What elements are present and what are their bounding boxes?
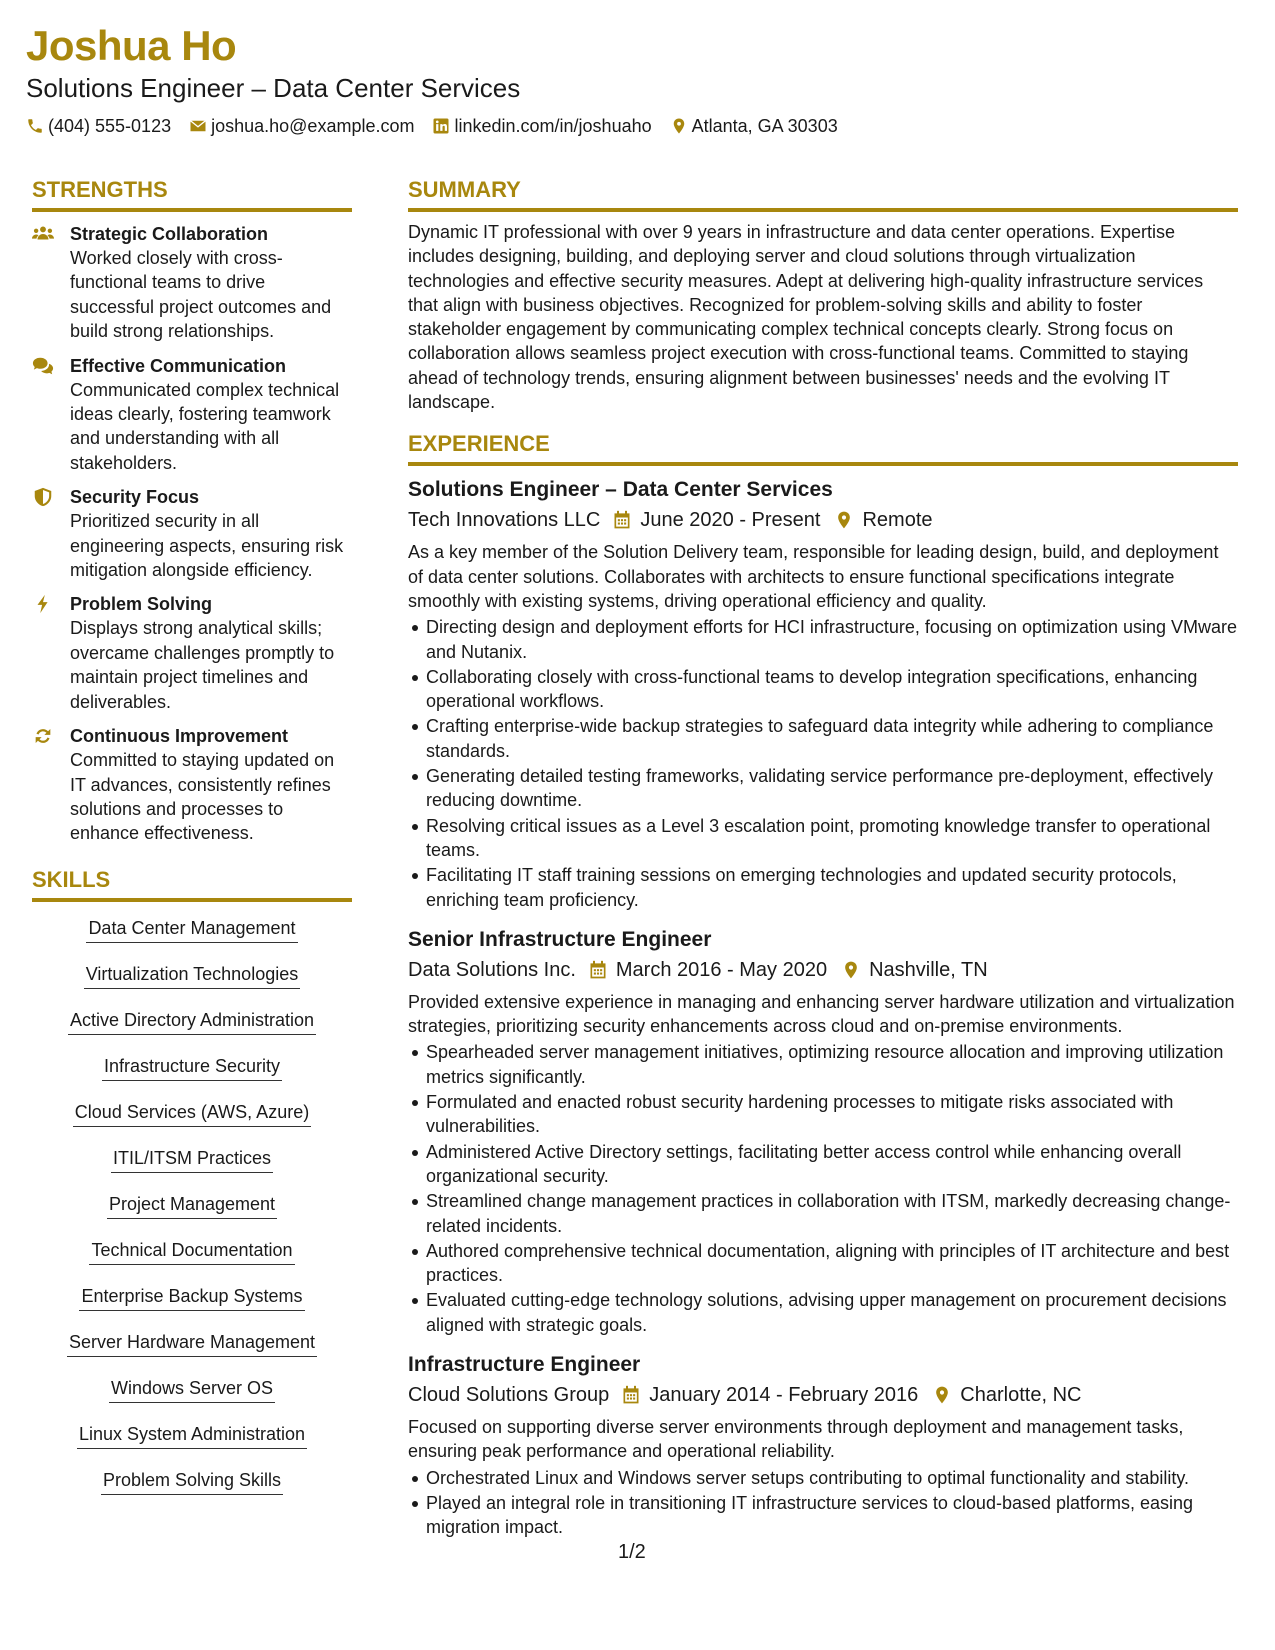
job-bullet: Generating detailed testing frameworks, validating service performance pre-deployment, effectively reducing downtime. xyxy=(408,764,1238,813)
refresh-icon xyxy=(32,726,54,746)
skill-tag: ITIL/ITSM Practices xyxy=(111,1146,273,1173)
skill-tag: Windows Server OS xyxy=(109,1376,275,1403)
job-bullet: Directing design and deployment efforts for HCI infrastructure, focusing on optimization using VMware and Nutanix. xyxy=(408,615,1238,664)
job-bullet: Resolving critical issues as a Level 3 escalation point, promoting knowledge transfer to operational teams. xyxy=(408,814,1238,863)
strengths-heading: STRENGTHS xyxy=(32,176,352,212)
contact-bar xyxy=(26,114,1246,138)
job-meta xyxy=(408,1381,1238,1409)
job-entry xyxy=(408,476,1238,911)
job-bullet: Spearheaded server management initiatives, optimizing resource allocation and improving utilization metrics significantly. xyxy=(408,1040,1238,1089)
job-dates: January 2014 - February 2016 xyxy=(649,1383,919,1406)
map-pin-icon xyxy=(932,1385,952,1405)
contact-phone xyxy=(26,114,171,138)
job-meta xyxy=(408,956,1238,984)
experience-heading: EXPERIENCE xyxy=(408,430,1238,466)
skills-heading: SKILLS xyxy=(32,866,352,902)
page-number: 1/2 xyxy=(618,1541,646,1563)
skill-tag: Active Directory Administration xyxy=(68,1008,316,1035)
job-bullets xyxy=(408,1040,1238,1337)
strength-title: Problem Solving xyxy=(70,594,213,615)
candidate-title: Solutions Engineer – Data Center Services xyxy=(26,73,521,103)
skill-tag: Project Management xyxy=(107,1192,277,1219)
strength-title: Security Focus xyxy=(70,487,200,508)
job-company: Tech Innovations LLC xyxy=(408,509,601,532)
job-bullet: Streamlined change management practices in collaboration with ITSM, markedly decreasing change-related incidents. xyxy=(408,1189,1238,1238)
job-title: Senior Infrastructure Engineer xyxy=(408,927,712,951)
map-pin-icon xyxy=(841,960,861,980)
strength-title: Strategic Collaboration xyxy=(70,224,269,244)
job-bullet: Collaborating closely with cross-functional teams to develop integration specifications, enhancing operational workflows. xyxy=(408,665,1238,714)
bolt-icon xyxy=(32,594,54,614)
job-location: Remote xyxy=(862,509,933,532)
linkedin-text[interactable]: linkedin.com/in/joshuaho xyxy=(454,116,652,136)
skill-tag: Linux System Administration xyxy=(77,1422,307,1449)
contact-linkedin[interactable] xyxy=(432,114,651,138)
job-bullet: Evaluated cutting-edge technology solutions, advising upper management on procurement decisions aligned with strategic goals. xyxy=(408,1288,1238,1337)
job-dates: June 2020 - Present xyxy=(640,509,821,532)
job-meta xyxy=(408,506,1238,534)
job-entry xyxy=(408,1351,1238,1539)
skill-tag: Problem Solving Skills xyxy=(101,1468,283,1495)
strength-desc: Displays strong analytical skills; overcame challenges promptly to maintain project timelines and deliverables. xyxy=(70,618,335,712)
strength-title: Continuous Improvement xyxy=(70,726,289,747)
map-pin-icon xyxy=(670,117,688,135)
calendar-icon xyxy=(588,960,608,980)
skill-tag: Virtualization Technologies xyxy=(84,962,300,989)
strength-desc: Committed to staying updated on IT advances, consistently refines solutions and processes to enhance effectiveness. xyxy=(70,750,335,844)
job-bullets xyxy=(408,1466,1238,1540)
calendar-icon xyxy=(612,510,632,530)
comments-icon xyxy=(32,356,54,376)
job-bullet: Crafting enterprise-wide backup strategies to safeguard data integrity while adhering to compliance standards. xyxy=(408,714,1238,763)
job-title: Infrastructure Engineer xyxy=(408,1352,641,1376)
job-dates: March 2016 - May 2020 xyxy=(615,958,828,981)
candidate-name: Joshua Ho xyxy=(26,22,237,69)
skill-tag: Server Hardware Management xyxy=(67,1330,317,1357)
job-title: Solutions Engineer – Data Center Services xyxy=(408,478,833,502)
job-bullet: Authored comprehensive technical documentation, aligning with principles of IT architecture and best practices. xyxy=(408,1239,1238,1288)
map-pin-icon xyxy=(834,510,854,530)
resume-header xyxy=(26,22,1246,138)
job-company: Cloud Solutions Group xyxy=(408,1383,610,1406)
phone-icon xyxy=(26,117,44,135)
strength-desc: Communicated complex technical ideas clearly, fostering teamwork and understanding with all stakeholders. xyxy=(70,379,340,473)
job-bullet: Formulated and enacted robust security hardening processes to mitigate risks associated with vulnerabilities. xyxy=(408,1090,1238,1139)
job-bullet: Facilitating IT staff training sessions on emerging technologies and updated security protocols, enriching team proficiency. xyxy=(408,863,1238,912)
strength-item xyxy=(32,222,352,344)
calendar-icon xyxy=(621,1385,641,1405)
strength-item xyxy=(32,724,352,846)
envelope-icon xyxy=(189,117,207,135)
job-location: Nashville, TN xyxy=(869,958,988,981)
linkedin-icon xyxy=(432,117,450,135)
strength-item xyxy=(32,485,352,582)
skill-tag: Cloud Services (AWS, Azure) xyxy=(73,1100,311,1127)
job-bullet: Orchestrated Linux and Windows server setups contributing to optimal functionality and stability. xyxy=(408,1466,1238,1490)
job-entry xyxy=(408,926,1238,1337)
summary-heading: SUMMARY xyxy=(408,176,1238,212)
left-column xyxy=(32,176,352,1514)
skill-tag: Infrastructure Security xyxy=(102,1054,282,1081)
location-text: Atlanta, GA 30303 xyxy=(691,116,838,136)
job-bullets xyxy=(408,615,1238,912)
skill-tag: Data Center Management xyxy=(86,916,297,943)
contact-email[interactable] xyxy=(189,114,414,138)
skill-tag: Enterprise Backup Systems xyxy=(79,1284,304,1311)
strength-title: Effective Communication xyxy=(70,355,287,376)
users-icon xyxy=(32,224,54,244)
job-description: As a key member of the Solution Delivery team, responsible for leading design, build, and deployment of data center solutions. Collaborates with architects to ensure functional specifications integrate smoothly with existing systems, driving operational efficiency and quality. xyxy=(408,542,1219,611)
contact-location xyxy=(670,114,838,138)
summary-text: Dynamic IT professional with over 9 years in infrastructure and data center operations. Expertise includes designing, building, and deploying server and cloud solutions through virtualization technologies and effective security measures. Adept at delivering high-quality infrastructure services that align with business objectives. Recognized for problem-solving skills and ability to foster stakeholder engagement by communicating complex technical concepts clearly. Strong focus on collaboration allows seamless project execution with cross-functional teams. Committed to staying ahead of technology trends, ensuring alignment between businesses' needs and the evolving IT landscape. xyxy=(408,222,1204,413)
strength-desc: Prioritized security in all engineering aspects, ensuring risk mitigation alongside efficiency. xyxy=(70,511,344,581)
job-bullet: Played an integral role in transitioning IT infrastructure services to cloud-based platforms, easing migration impact. xyxy=(408,1491,1238,1540)
job-description: Focused on supporting diverse server environments through deployment and management tasks, ensuring peak performance and operational reliability. xyxy=(408,1416,1184,1462)
strength-desc: Worked closely with cross-functional teams to drive successful project outcomes and build strong relationships. xyxy=(70,248,332,342)
job-description: Provided extensive experience in managing and enhancing server hardware utilization and virtualization strategies, prioritizing security enhancements across cloud and on-premise environments. xyxy=(408,991,1235,1037)
job-location: Charlotte, NC xyxy=(960,1383,1082,1406)
skill-tag: Technical Documentation xyxy=(89,1238,294,1265)
strength-item xyxy=(32,354,352,476)
shield-icon xyxy=(32,487,54,507)
job-bullet: Administered Active Directory settings, facilitating better access control while enhancing overall organizational security. xyxy=(408,1140,1238,1189)
skills-list xyxy=(32,916,352,1514)
job-company: Data Solutions Inc. xyxy=(408,958,576,981)
email-text[interactable]: joshua.ho@example.com xyxy=(211,116,415,136)
right-column xyxy=(408,176,1238,1540)
phone-text: (404) 555-0123 xyxy=(48,116,172,136)
strength-item xyxy=(32,592,352,714)
